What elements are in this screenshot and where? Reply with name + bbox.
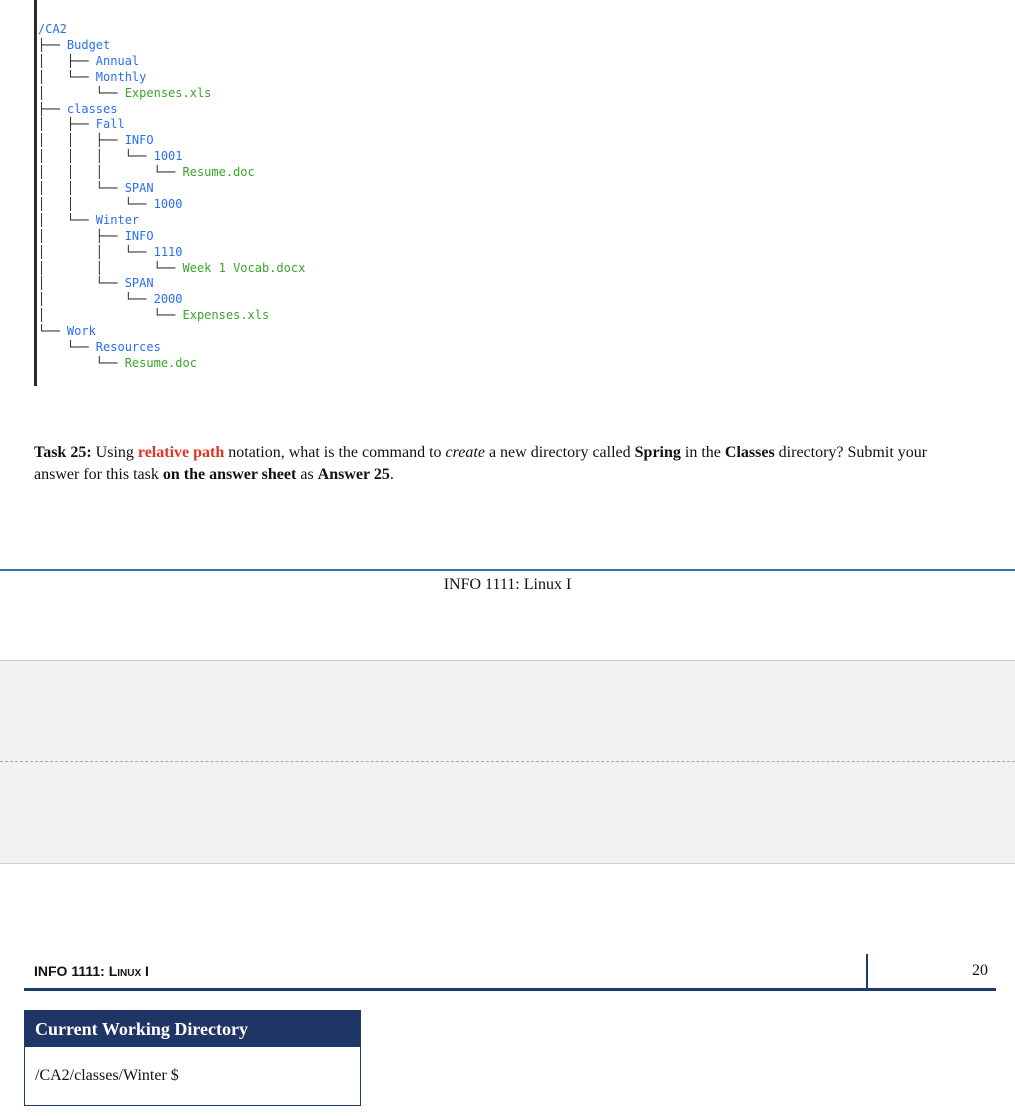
tree-directory-entry [38, 229, 154, 245]
tree-file-entry [38, 86, 211, 102]
tree-directory-entry [38, 245, 183, 261]
task-text: notation, what is the command to [224, 444, 446, 461]
page-header [24, 954, 996, 991]
directory-name: 2000 [153, 292, 183, 307]
task-text: a new directory called [484, 444, 635, 461]
file-name: Expenses.xls [124, 85, 212, 100]
file-name: Week 1 Vocab.docx [182, 260, 306, 275]
page-footer: INFO 1111: Linux I [443, 576, 572, 593]
directory-tree [0, 0, 420, 386]
tree-branch: ├── [38, 37, 67, 52]
tree-branch: │ │ ├── [38, 133, 125, 148]
tree-directory-entry [38, 292, 183, 308]
directory-name: INFO [124, 228, 154, 243]
classes-bold: Classes [724, 444, 775, 461]
answer-sheet-bold: on the answer sheet [162, 466, 297, 483]
tree-file-entry [38, 165, 255, 181]
directory-name: Winter [95, 212, 140, 227]
file-name: Expenses.xls [182, 308, 270, 323]
tree-directory-entry [38, 181, 154, 197]
task-25-text [34, 442, 974, 486]
tree-branch: └── [38, 355, 125, 370]
page-break-gap [0, 660, 1015, 864]
terminal-border [34, 0, 37, 386]
directory-name: 1000 [153, 196, 183, 211]
tree-directory-entry [38, 22, 67, 38]
directory-name: 1110 [153, 244, 183, 259]
header-course-title: INFO 1111: Linux I [24, 954, 868, 988]
directory-name: SPAN [124, 276, 154, 291]
task-text: Using [91, 444, 138, 461]
tree-directory-entry [38, 340, 161, 356]
directory-name: Fall [95, 117, 125, 132]
answer-label: Answer 25 [317, 466, 390, 483]
tree-branch: ├── [38, 101, 67, 116]
tree-directory-entry [38, 324, 96, 340]
spring-bold: Spring [634, 444, 681, 461]
tree-directory-entry [38, 213, 139, 229]
tree-directory-entry [38, 70, 146, 86]
directory-name: SPAN [124, 181, 154, 195]
tree-directory-entry [38, 133, 154, 149]
page-number: 20 [972, 962, 988, 979]
tree-branch: │ └── [38, 212, 96, 227]
directory-name: Work [66, 324, 96, 339]
tree-branch: │ ├── [38, 228, 125, 243]
directory-name: Monthly [95, 69, 147, 84]
directory-name: /CA2 [38, 22, 67, 36]
task-text: . [389, 466, 394, 483]
tree-branch: └── [38, 340, 96, 354]
tree-directory-entry [38, 276, 154, 292]
directory-name: Resources [95, 340, 161, 354]
tree-directory-entry [38, 149, 183, 165]
tree-file-entry [38, 356, 197, 372]
tree-branch: └── [38, 324, 67, 339]
directory-name: 1001 [153, 149, 183, 164]
tree-branch: │ ├── [38, 117, 96, 132]
file-name: Resume.doc [124, 355, 197, 370]
current-working-directory-box [24, 1010, 361, 1106]
tree-directory-entry [38, 117, 125, 133]
tree-branch: │ │ └── [38, 260, 183, 275]
tree-directory-entry [38, 102, 117, 118]
tree-file-entry [38, 308, 269, 324]
tree-branch: │ └── [38, 85, 125, 100]
tree-branch: │ │ └── [38, 244, 154, 259]
file-name: Resume.doc [182, 165, 255, 180]
page-break-dashed-line [0, 761, 1015, 762]
tree-branch: │ ├── [38, 53, 96, 68]
tree-branch: │ │ │ └── [38, 165, 183, 180]
tree-branch: │ └── [38, 69, 96, 84]
tree-branch: │ │ └── [38, 181, 125, 195]
directory-name: Annual [95, 53, 140, 68]
cwd-path: /CA2/classes/Winter $ [35, 1067, 179, 1084]
tree-file-entry [38, 261, 305, 277]
truncated-command-line [38, 0, 338, 8]
task-text: directory? Submit your answer for this task [34, 444, 928, 483]
task-text: in the [680, 444, 725, 461]
directory-name: Budget [66, 37, 111, 52]
tree-branch: │ └── [38, 276, 125, 291]
tree-branch: │ └── [38, 292, 154, 307]
relative-path-highlight: relative path [137, 444, 225, 461]
cwd-title: Current Working Directory [25, 1011, 360, 1047]
tree-branch: │ │ └── [38, 196, 154, 211]
directory-name: classes [66, 101, 118, 116]
tree-branch: │ │ │ └── [38, 149, 154, 164]
task-text: as [296, 466, 318, 483]
create-emphasis: create [445, 444, 485, 461]
directory-name: INFO [124, 133, 154, 148]
tree-directory-entry [38, 38, 110, 54]
task-label: Task 25: [34, 444, 92, 461]
footer-rule [0, 569, 1015, 571]
tree-directory-entry [38, 197, 183, 213]
tree-branch: │ └── [38, 308, 183, 323]
tree-directory-entry [38, 54, 139, 70]
